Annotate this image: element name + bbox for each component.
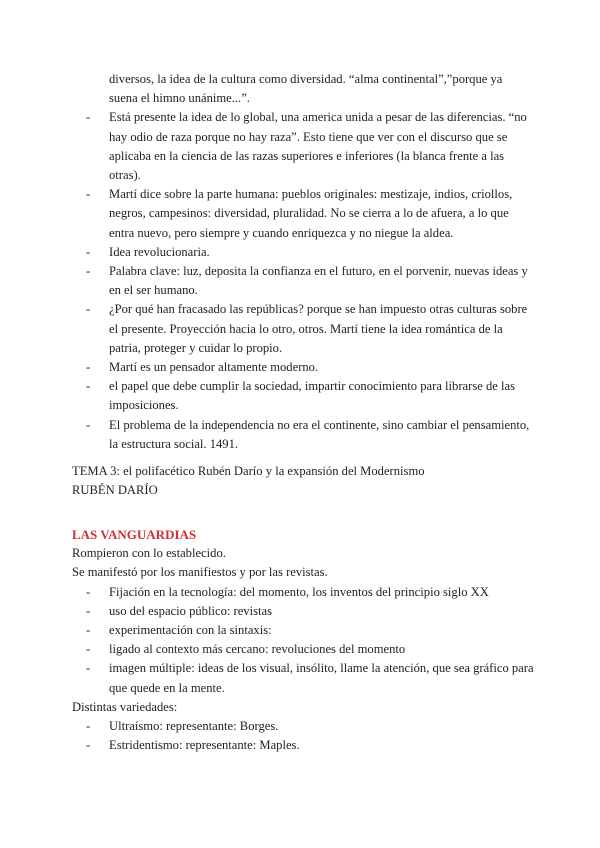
list-item bbox=[72, 736, 542, 755]
list-item-text: ¿Por qué han fracasado las repúblicas? porque se han impuesto otras culturas sobre el presente. Proyección hacia lo otro, otros. Martí tiene la idea romántica de la patria, proteger y cuidar lo propio. bbox=[109, 302, 528, 355]
bullet-dash: - bbox=[86, 719, 91, 734]
bullet-dash: - bbox=[86, 187, 91, 202]
list-item-text: Ultraísmo: representante: Borges. bbox=[109, 719, 279, 734]
list-item bbox=[72, 602, 542, 621]
list-item-text: experimentación con la sintaxis: bbox=[109, 623, 272, 638]
bullet-dash: - bbox=[86, 379, 91, 394]
list-item-text: el papel que debe cumplir la sociedad, impartir conocimiento para librarse de las imposiciones. bbox=[109, 379, 515, 413]
list-item-text: imagen múltiple: ideas de los visual, insólito, llame la atención, que sea gráfico para que quede en la mente. bbox=[109, 661, 534, 695]
bullet-dash: - bbox=[86, 244, 91, 259]
tema3-section bbox=[72, 462, 542, 500]
bullet-dash: - bbox=[86, 360, 91, 375]
list-item bbox=[72, 243, 532, 262]
list-item bbox=[72, 659, 542, 697]
varieties-list bbox=[72, 717, 542, 755]
list-item-text: Palabra clave: luz, deposita la confianza en el futuro, en el porvenir, nuevas ideas y en el ser humano. bbox=[109, 264, 528, 298]
list-item-text: Idea revolucionaria. bbox=[109, 244, 210, 259]
marti-points-list bbox=[72, 70, 532, 454]
bullet-dash: - bbox=[86, 584, 91, 599]
paragraph: Se manifestó por los manifiestos y por las revistas. bbox=[72, 565, 328, 580]
list-item-text: Está presente la idea de lo global, una america unida a pesar de las diferencias. “no hay odio de raza porque no hay raza”. Esto tiene que ver con el discurso que se aplicaba en la ciencia de las razas superiores e inferiores (la blanca frente a las otras). bbox=[109, 110, 527, 183]
list-item-text: Martí dice sobre la parte humana: pueblos originales: mestizaje, indios, criollos, negros, campesinos: diversidad, pluralidad. No se cierra a lo de afuera, a lo que entra nuevo, pero siempre y cuando enriquezca y no niegue la aldea. bbox=[109, 187, 513, 240]
list-item bbox=[72, 108, 532, 185]
tema3-title: TEMA 3: el polifacético Rubén Darío y la expansión del Modernismo bbox=[72, 464, 425, 478]
list-item bbox=[72, 583, 542, 602]
list-item bbox=[72, 377, 532, 415]
paragraph: Rompieron con lo establecido. bbox=[72, 546, 226, 561]
list-item bbox=[72, 70, 532, 108]
list-item bbox=[72, 262, 532, 300]
list-item-text: uso del espacio público: revistas bbox=[109, 603, 272, 618]
vanguardias-section bbox=[72, 525, 542, 755]
bullet-dash: - bbox=[86, 603, 91, 618]
list-item-text: Martí es un pensador altamente moderno. bbox=[109, 360, 319, 375]
list-item bbox=[72, 185, 532, 243]
bullet-dash: - bbox=[86, 738, 91, 753]
bullet-dash: - bbox=[86, 623, 91, 638]
list-item-text: diversos, la idea de la cultura como diversidad. “alma continental”,”porque ya suena el himno unánime...”. bbox=[109, 72, 503, 106]
list-item bbox=[72, 358, 532, 377]
list-item bbox=[72, 416, 532, 454]
list-item-text: Estridentismo: representante: Maples. bbox=[109, 738, 300, 753]
list-item bbox=[72, 717, 542, 736]
bullet-dash: - bbox=[86, 264, 91, 279]
list-item bbox=[72, 621, 542, 640]
list-item-text: Fijación en la tecnología: del momento, los inventos del principio siglo XX bbox=[109, 584, 489, 599]
list-item bbox=[72, 640, 542, 659]
list-item-text: El problema de la independencia no era el continente, sino cambiar el pensamiento, la estructura social. 1491. bbox=[109, 417, 530, 451]
bullet-dash: - bbox=[86, 110, 91, 125]
bullet-dash: - bbox=[86, 661, 91, 676]
bullet-dash: - bbox=[86, 642, 91, 657]
tema3-subtitle: RUBÉN DARÍO bbox=[72, 483, 158, 498]
bullet-dash: - bbox=[86, 417, 91, 432]
section-heading: LAS VANGUARDIAS bbox=[72, 527, 197, 542]
traits-list bbox=[72, 583, 542, 698]
list-item-text: ligado al contexto más cercano: revoluciones del momento bbox=[109, 642, 406, 657]
paragraph: Distintas variedades: bbox=[72, 699, 178, 714]
list-item bbox=[72, 300, 532, 358]
bullet-dash: - bbox=[86, 302, 91, 317]
